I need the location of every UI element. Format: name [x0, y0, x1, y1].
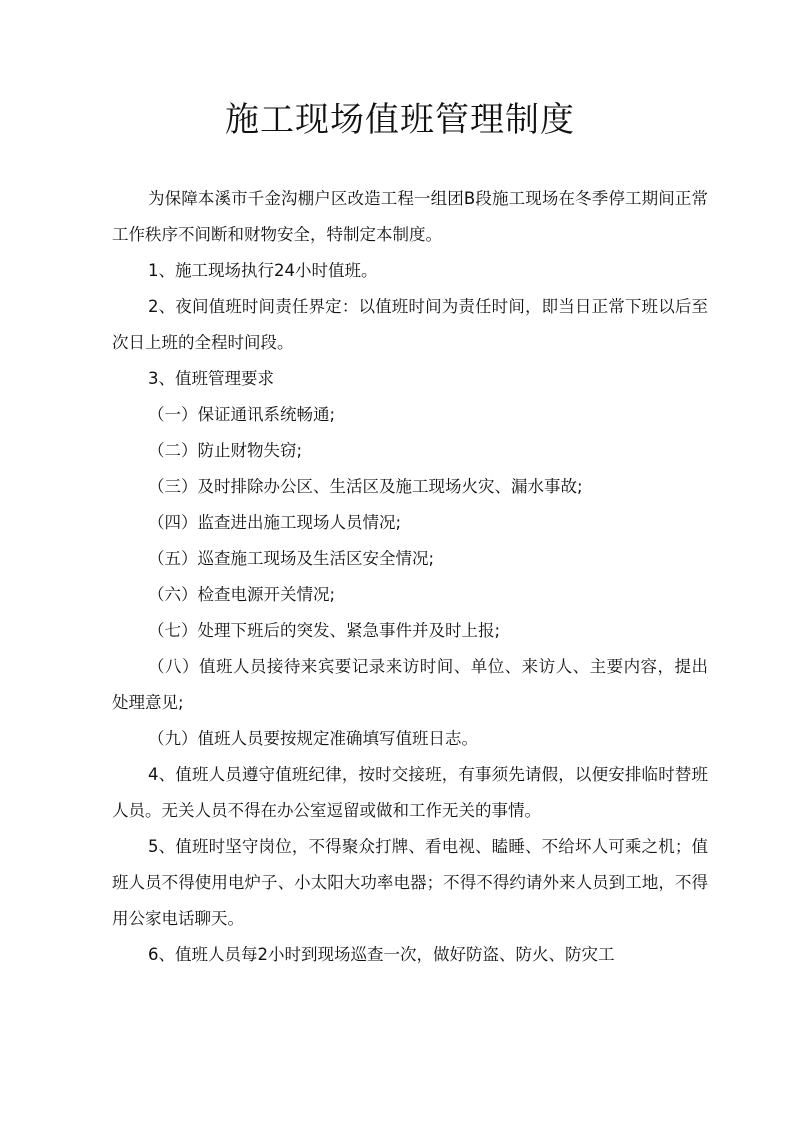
requirement-item-1: （一）保证通讯系统畅通;: [148, 405, 336, 424]
rule-5-paragraph: 5、值班时坚守岗位，不得聚众打牌、看电视、瞌睡、不给坏人可乘之机；值班人员不得使用电炉子、小太阳大功率电器；不得不得约请外来人员到工地，不得用公家电话聊天。: [112, 837, 708, 928]
rule-1-paragraph: 1、施工现场执行24小时值班。: [148, 261, 378, 280]
requirement-item-3: （三）及时排除办公区、生活区及施工现场火灾、漏水事故;: [148, 477, 583, 496]
requirement-item-2: （二）防止财物失窃;: [148, 441, 303, 460]
requirement-item-8: （八）值班人员接待来宾要记录来访时间、单位、来访人、主要内容，提出处理意见;: [112, 657, 708, 712]
rule-6-paragraph: 6、值班人员每2小时到现场巡查一次，做好防盗、防火、防灾工: [148, 945, 615, 964]
rule-3-heading: 3、值班管理要求: [148, 369, 274, 388]
document-body: [112, 181, 708, 973]
rule-2-paragraph: 2、夜间值班时间责任界定：以值班时间为责任时间，即当日正常下班以后至次日上班的全程时间段。: [112, 297, 708, 352]
rule-4-paragraph: 4、值班人员遵守值班纪律，按时交接班，有事须先请假，以便安排临时替班人员。无关人员不得在办公室逗留或做和工作无关的事情。: [112, 765, 708, 820]
intro-paragraph: 为保障本溪市千金沟棚户区改造工程一组团B段施工现场在冬季停工期间正常工作秩序不间断和财物安全，特制定本制度。: [112, 189, 708, 244]
document-title: 施工现场值班管理制度: [225, 100, 575, 140]
requirement-item-7: （七）处理下班后的突发、紧急事件并及时上报;: [148, 621, 501, 640]
requirement-item-5: （五）巡查施工现场及生活区安全情况;: [148, 549, 435, 568]
requirement-item-6: （六）检查电源开关情况;: [148, 585, 336, 604]
requirement-item-9: （九）值班人员要按规定准确填写值班日志。: [148, 729, 478, 748]
requirement-item-4: （四）监查进出施工现场人员情况;: [148, 513, 402, 532]
